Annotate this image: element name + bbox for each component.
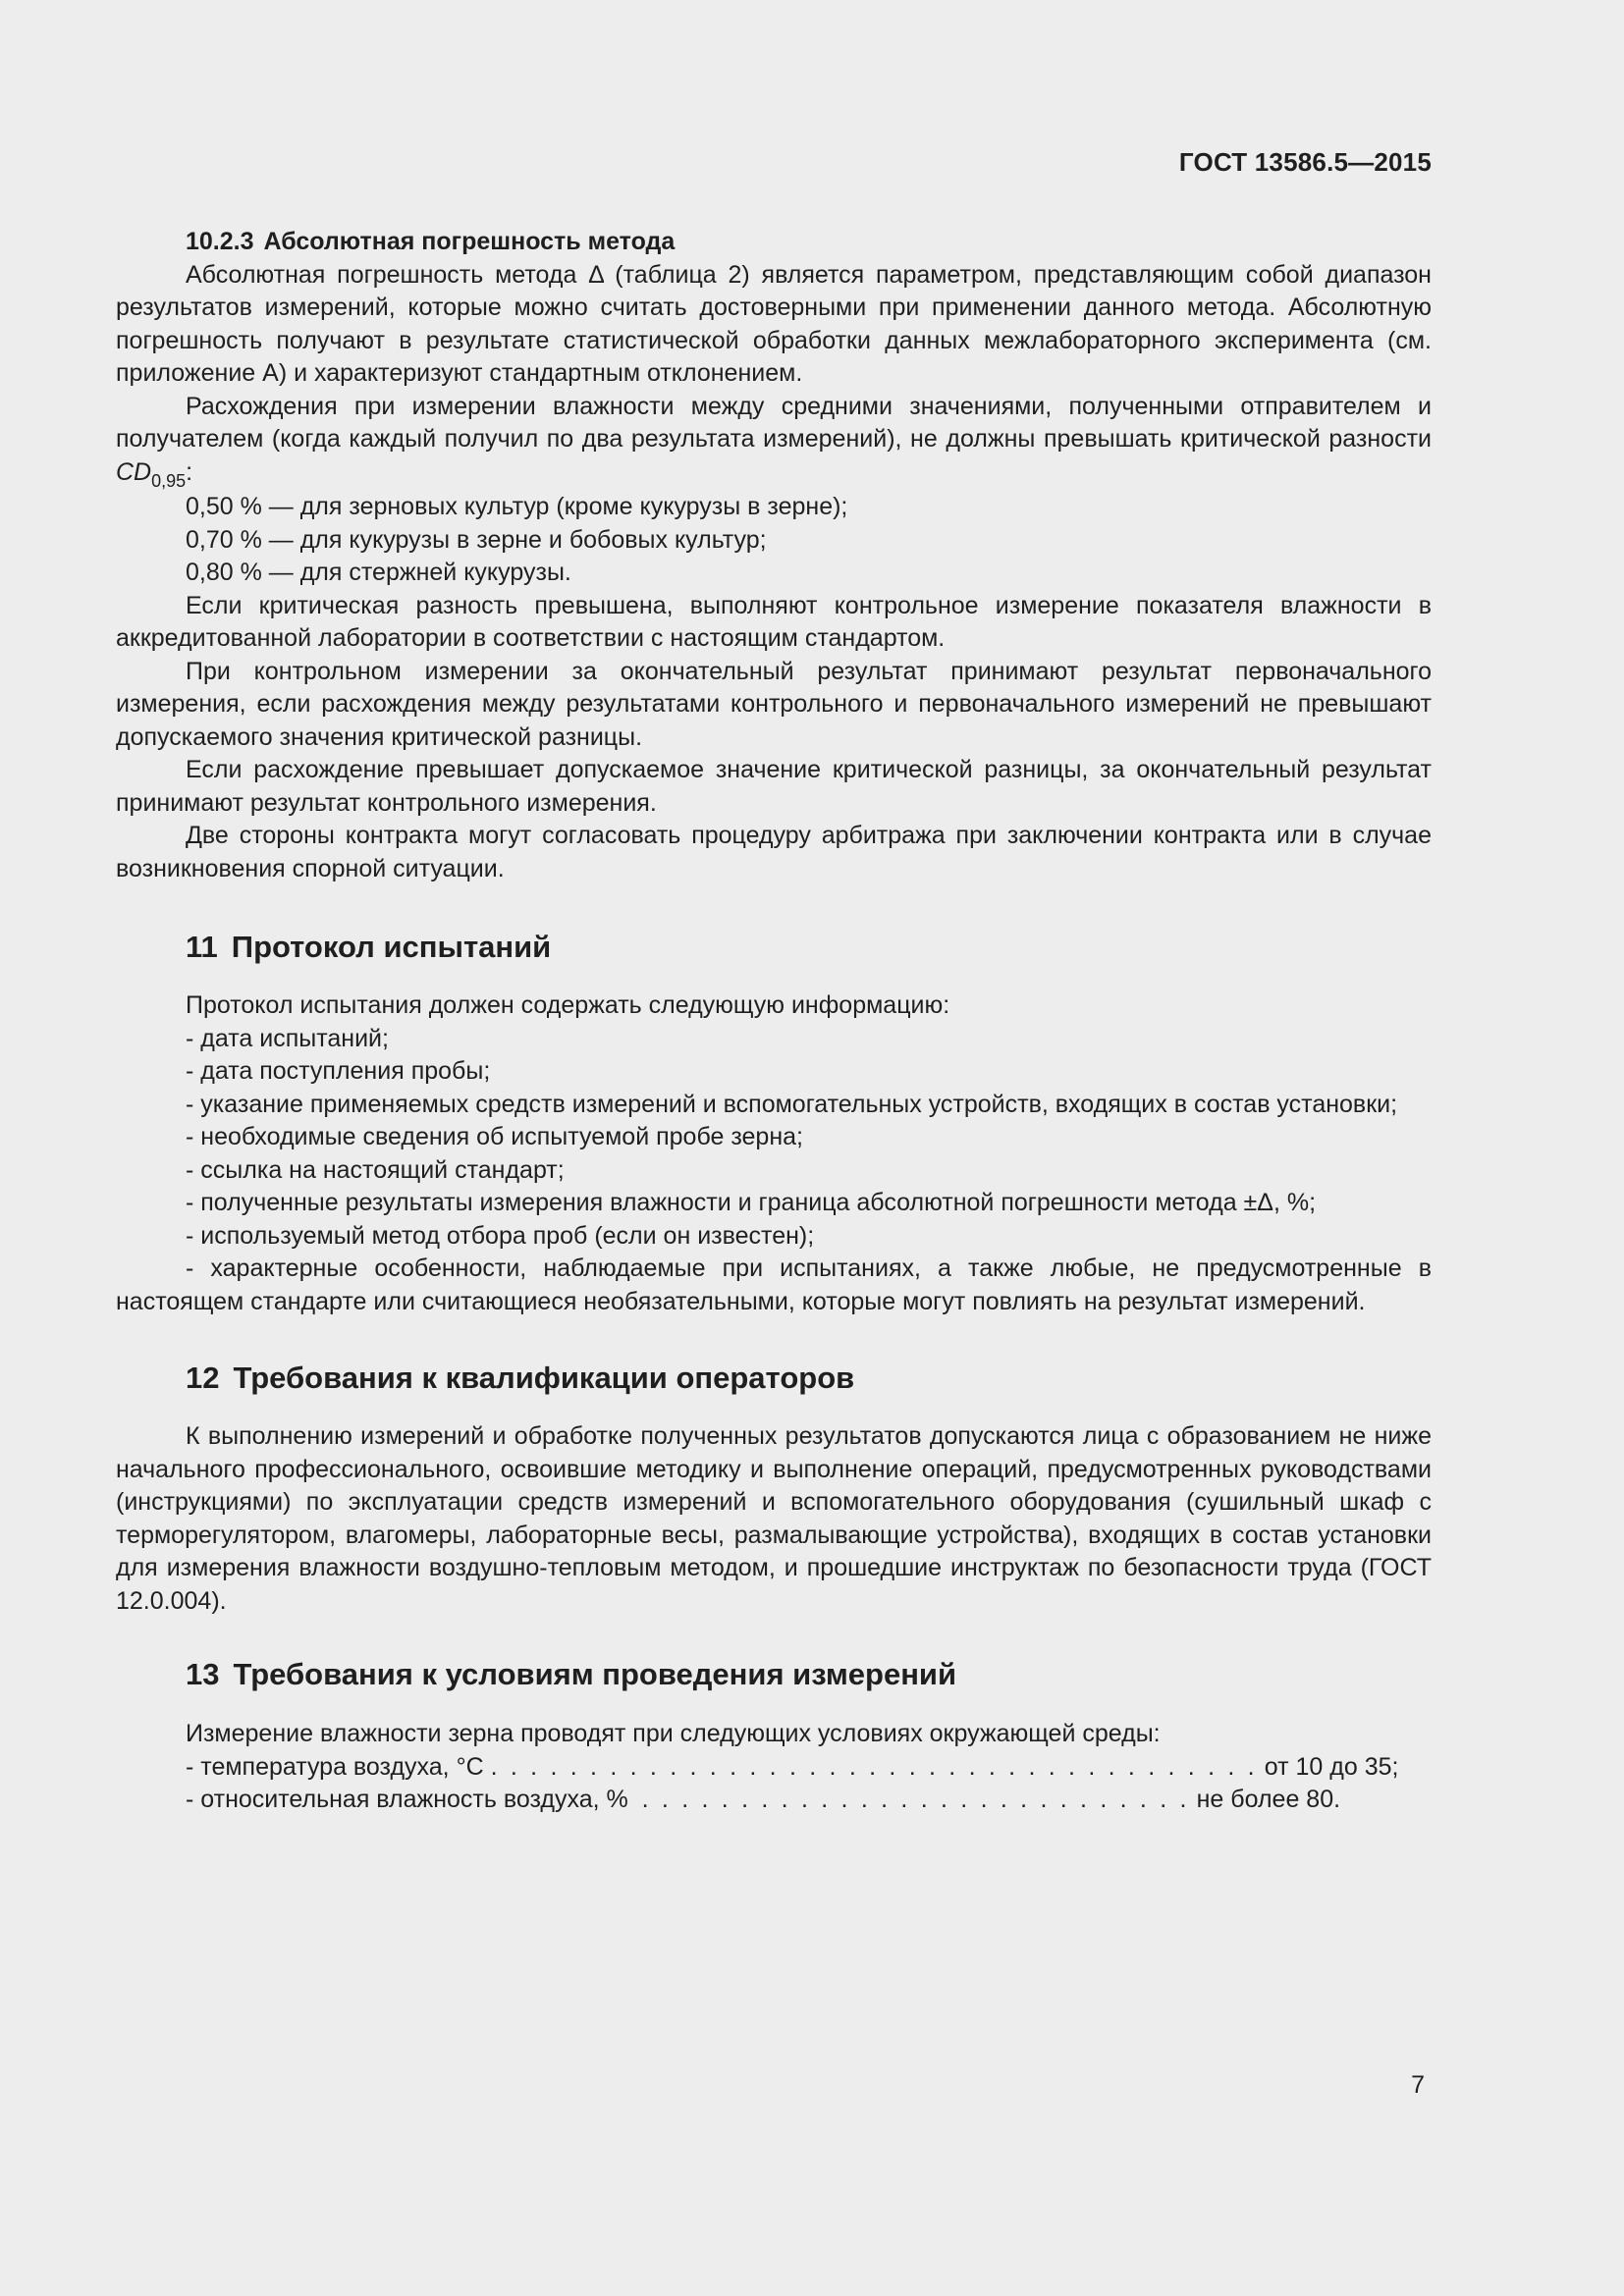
- section-number: 13: [186, 1657, 220, 1691]
- dot-leader: . . . . . . . . . . . . . . . . . . . . . . . . . . . . . . . . . . . . . . .: [490, 1752, 1258, 1781]
- section-heading-11: [116, 928, 1432, 967]
- cd-subscript: 0,95: [151, 470, 187, 491]
- section-title: Требования к условиям проведения измерений: [233, 1657, 957, 1691]
- dot-leader: . . . . . . . . . . . . . . . . . . . . . . . . . . . .: [641, 1786, 1190, 1813]
- section-heading-13: [116, 1655, 1432, 1694]
- condition-value: от 10 до 35;: [1264, 1752, 1399, 1781]
- paragraph: Измерение влажности зерна проводят при следующих условиях окружающей среды:: [186, 1720, 1161, 1747]
- condition-row-humidity: [116, 1784, 1432, 1817]
- list-item: - полученные результаты измерения влажности и граница абсолютной погрешности метода ±Δ, %;: [186, 1189, 1317, 1216]
- list-item: - используемый метод отбора проб (если он известен);: [186, 1221, 815, 1250]
- section-number: 11: [186, 930, 218, 964]
- condition-label: - температура воздуха, °С: [186, 1752, 484, 1781]
- list-item: - дата испытаний;: [186, 1024, 389, 1052]
- paragraph: Абсолютная погрешность метода Δ (таблица 2) является параметром, представляющим собой диапазон результатов измерений, которые можно считать достоверными при применении данного метода. Абсолютную погрешность получают в результате статистической обработки данных межлабораторного эксперимента (см. приложение А) и характеризуют стандартным отклонением.: [116, 260, 1432, 387]
- document-content: [116, 226, 1432, 1817]
- paragraph-text: Расхождения при измерении влажности между средними значениями, полученными отправителем и получателем (когда каждый получил по два результата измерений), не должны превышать критической разности: [116, 392, 1432, 453]
- paragraph: При контрольном измерении за окончательный результат принимают результат первоначального измерения, если расхождения между результатами контрольного и первоначального измерений не превышают допускаемого значения критической разницы.: [116, 657, 1432, 751]
- subsection-title: Абсолютная погрешность метода: [263, 228, 676, 255]
- page-frame: [116, 0, 1432, 2296]
- paragraph-critical-difference: [116, 391, 1432, 492]
- condition-label: - относительная влажность воздуха, %: [186, 1786, 628, 1813]
- paragraph: Если критическая разность превышена, выполняют контрольное измерение показателя влажности в аккредитованной лаборатории в соответствии с настоящим стандартом.: [116, 591, 1432, 652]
- condition-value: не более 80.: [1196, 1786, 1341, 1813]
- paragraph: К выполнению измерений и обработке полученных результатов допускаются лица с образованием не ниже начального профессионального, освоившие методику и выполнение операций, предусмотренных руководствами (инструкциями) по эксплуатации средств измерений и вспомогательного оборудования (сушильный шкаф с терморегулятором, влагомеры, лабораторные весы, размалывающие устройства), входящих в состав установки для измерения влажности воздушно-тепловым методом, и прошедшие инструктаж по безопасности труда (ГОСТ 12.0.004).: [116, 1422, 1432, 1615]
- paragraph: Две стороны контракта могут согласовать процедуру арбитража при заключении контракта или в случае возникновения спорной ситуации.: [116, 822, 1432, 882]
- section-title: Протокол испытаний: [231, 930, 552, 964]
- list-item: 0,80 % — для стержней кукурузы.: [186, 559, 571, 586]
- list-item: - ссылка на настоящий стандарт;: [186, 1155, 565, 1184]
- standard-code-header: ГОСТ 13586.5—2015: [1178, 147, 1432, 177]
- section-heading-12: [116, 1359, 1432, 1398]
- page-number: 7: [1411, 2071, 1425, 2099]
- list-item: - дата поступления пробы;: [186, 1057, 491, 1085]
- subsection-number: 10.2.3: [186, 228, 254, 255]
- list-item: - указание применяемых средств измерений и вспомогательных устройств, входящих в состав установки;: [186, 1090, 1398, 1118]
- condition-row-temperature: [116, 1751, 1432, 1785]
- list-item: - необходимые сведения об испытуемой пробе зерна;: [186, 1123, 803, 1150]
- list-item: 0,70 % — для кукурузы в зерне и бобовых культур;: [186, 525, 767, 554]
- cd-colon: :: [186, 457, 193, 486]
- list-item: - характерные особенности, наблюдаемые при испытаниях, а также любые, не предусмотренные в настоящем стандарте или считающиеся необязательными, которые могут повлиять на результат измерений.: [116, 1255, 1432, 1315]
- cd-symbol: CD: [116, 457, 152, 486]
- paragraph: Если расхождение превышает допускаемое значение критической разницы, за окончательный результат принимают результат контрольного измерения.: [116, 756, 1432, 817]
- list-item: 0,50 % — для зерновых культур (кроме кукурузы в зерне);: [186, 493, 848, 520]
- subsection-heading-10-2-3: [116, 226, 1432, 259]
- section-title: Требования к квалификации операторов: [233, 1361, 855, 1395]
- paragraph: Протокол испытания должен содержать следующую информацию:: [186, 991, 950, 1019]
- section-number: 12: [186, 1361, 220, 1395]
